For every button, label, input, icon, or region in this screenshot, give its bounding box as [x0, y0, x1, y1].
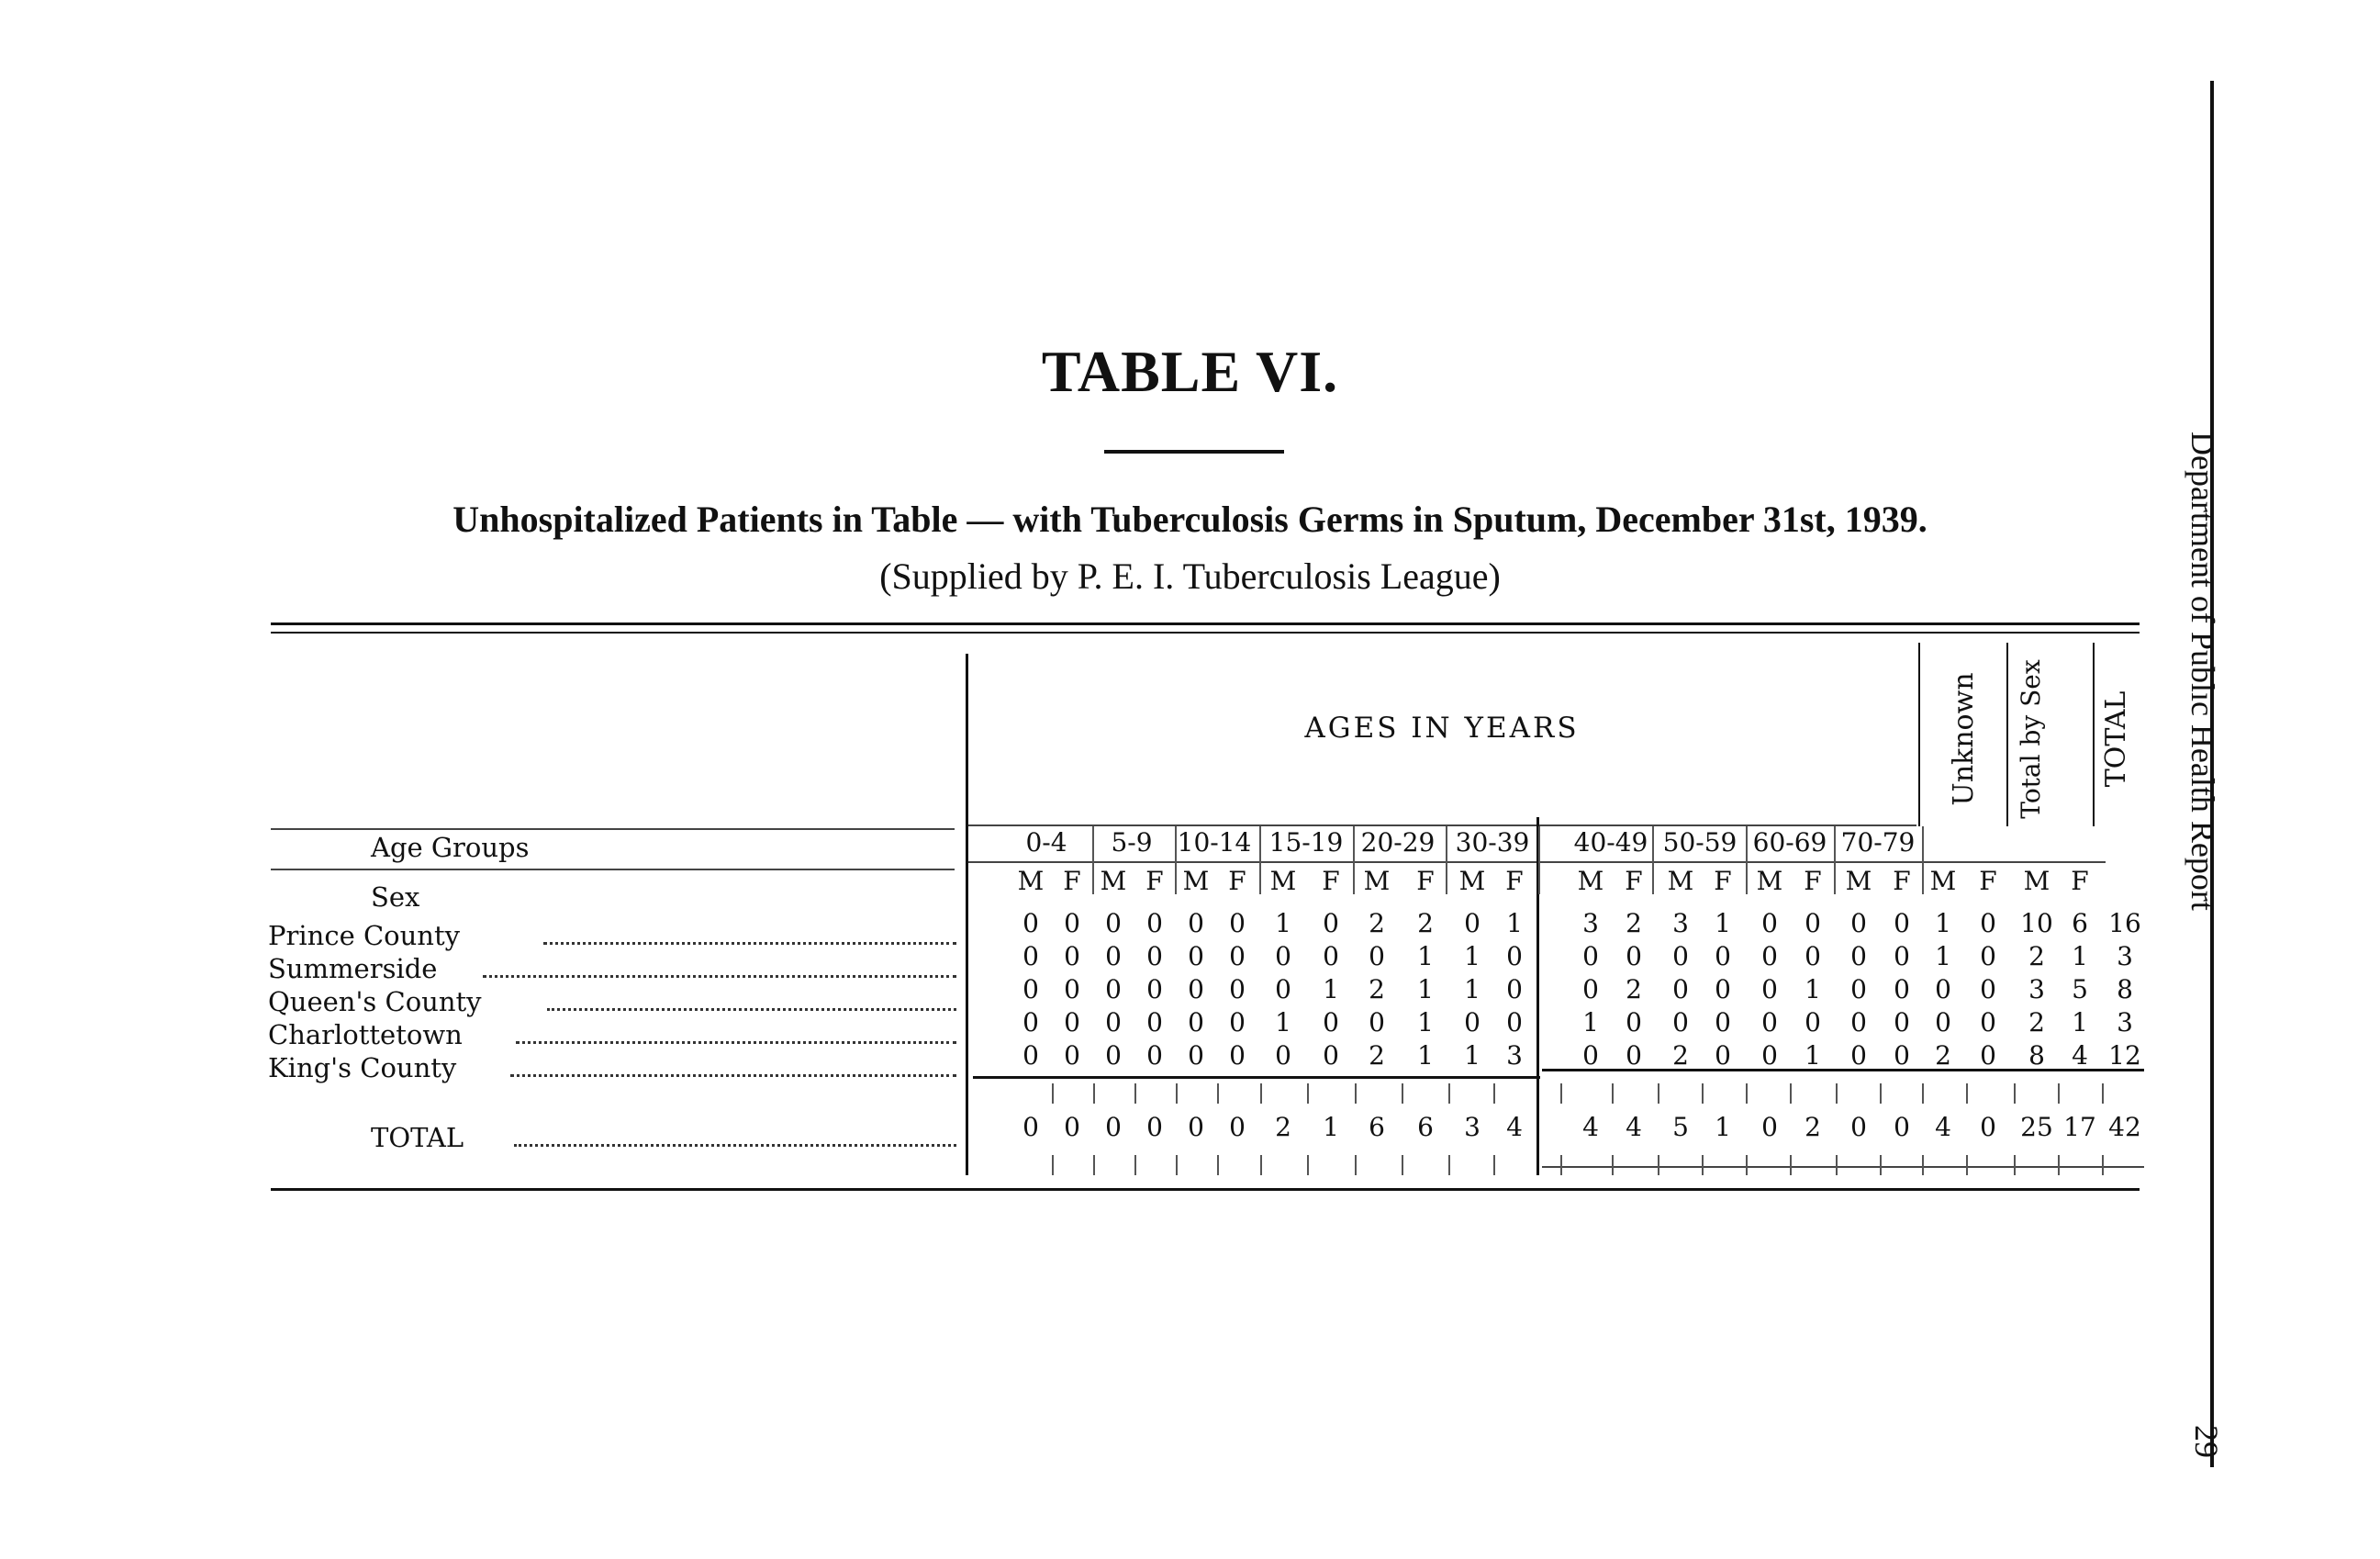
- table-cell: 0: [1894, 941, 1910, 971]
- table-cell: 3: [1582, 908, 1599, 938]
- age-group-header: 5-9: [1111, 827, 1153, 858]
- column-rule: [1093, 1155, 1095, 1175]
- total-cell: 4: [1935, 1112, 1951, 1142]
- sex-header: M: [1017, 866, 1045, 896]
- table-cell: 0: [1761, 1040, 1778, 1071]
- table-cell: 0: [1850, 1007, 1867, 1037]
- table-cell: 0: [1064, 1007, 1080, 1037]
- table-cell: 0: [1105, 941, 1122, 971]
- stub-rule-sex: [271, 869, 955, 870]
- table-cell: 0: [1464, 908, 1481, 938]
- table-cell: 4: [2072, 1040, 2088, 1071]
- table-cell: 0: [1980, 1007, 1996, 1037]
- sex-label: Sex: [371, 881, 420, 913]
- column-rule: [1402, 1083, 1403, 1104]
- table-cell: 1: [1275, 1007, 1291, 1037]
- sex-header: M: [1269, 866, 1297, 896]
- column-rule: [1790, 1083, 1792, 1104]
- table-cell: 0: [1323, 908, 1339, 938]
- total-cell: 4: [1582, 1112, 1599, 1142]
- table-cell: 1: [1506, 908, 1523, 938]
- column-rule: [1402, 1155, 1403, 1175]
- table-cell: 0: [1229, 908, 1246, 938]
- column-rule: [1658, 1083, 1659, 1104]
- table-cell: 0: [1980, 908, 1996, 938]
- table-cell: 0: [1323, 1007, 1339, 1037]
- table-cell: 0: [1369, 1007, 1385, 1037]
- column-rule: [1880, 1155, 1882, 1175]
- table-cell: 0: [1715, 1040, 1731, 1071]
- table-bottom-rule: [271, 1188, 2140, 1191]
- column-rule: [1612, 1083, 1614, 1104]
- table-cell: 1: [1417, 941, 1434, 971]
- table-cell: 0: [1761, 908, 1778, 938]
- table-cell: 0: [1188, 1007, 1204, 1037]
- stub-rule-age: [271, 828, 955, 830]
- column-rule: [2014, 1083, 2016, 1104]
- row-label-queens-county: Queen's County: [268, 986, 482, 1017]
- table-cell: 1: [1464, 941, 1481, 971]
- column-rule: [1836, 1155, 1838, 1175]
- table-cell: 1: [1464, 974, 1481, 1004]
- total-cell: 1: [1323, 1112, 1339, 1142]
- column-rule: [1448, 1083, 1450, 1104]
- sex-header: M: [1100, 866, 1127, 896]
- sex-header: M: [1845, 866, 1872, 896]
- table-cell: 1: [1805, 974, 1821, 1004]
- column-rule: [1612, 1155, 1614, 1175]
- table-cell: 3: [2117, 941, 2133, 971]
- table-cell: 0: [1672, 1007, 1689, 1037]
- total-cell: 4: [1626, 1112, 1642, 1142]
- table-cell: 3: [1506, 1040, 1523, 1071]
- table-cell: 2: [2028, 1007, 2045, 1037]
- sex-header: F: [1804, 866, 1822, 896]
- table-top-rule: [271, 622, 2140, 625]
- total-cell: 42: [2108, 1112, 2141, 1142]
- age-group-header: 30-39: [1455, 827, 1530, 858]
- column-rule: [1922, 1155, 1924, 1175]
- table-cell: 0: [1980, 1040, 1996, 1071]
- table-cell: 1: [2072, 1007, 2088, 1037]
- column-rule: [1176, 1083, 1178, 1104]
- table-cell: 0: [1850, 974, 1867, 1004]
- unknown-divider: [1918, 643, 1920, 826]
- total-cell: 0: [1064, 1112, 1080, 1142]
- table-cell: 1: [1275, 908, 1291, 938]
- sex-header: M: [1363, 866, 1391, 896]
- table-cell: 0: [1506, 941, 1523, 971]
- sex-header: M: [1929, 866, 1957, 896]
- table-cell: 10: [2020, 908, 2053, 938]
- source-note: (Supplied by P. E. I. Tuberculosis League): [879, 555, 1501, 597]
- table-cell: 1: [1417, 1040, 1434, 1071]
- sex-header: F: [2071, 866, 2089, 896]
- table-cell: 0: [1850, 941, 1867, 971]
- column-rule: [1966, 1155, 1968, 1175]
- table-cell: 0: [1626, 941, 1642, 971]
- sex-header: M: [1756, 866, 1783, 896]
- table-cell: 2: [1626, 908, 1642, 938]
- column-rule: [1134, 1083, 1136, 1104]
- total-cell: 4: [1506, 1112, 1523, 1142]
- total-cell: 0: [1894, 1112, 1910, 1142]
- total-cell: 3: [1464, 1112, 1481, 1142]
- column-rule: [1052, 1155, 1054, 1175]
- total-cell: 0: [1146, 1112, 1163, 1142]
- age-group-header: 50-59: [1662, 827, 1738, 858]
- row-label-charlottetown: Charlottetown: [268, 1019, 463, 1050]
- column-rule: [1702, 1083, 1704, 1104]
- table-cell: 0: [1064, 1040, 1080, 1071]
- table-cell: 0: [1229, 1040, 1246, 1071]
- table-cell: 3: [2028, 974, 2045, 1004]
- table-cell: 0: [1146, 1040, 1163, 1071]
- table-cell: 1: [2072, 941, 2088, 971]
- table-cell: 0: [1275, 941, 1291, 971]
- total-cell: 0: [1105, 1112, 1122, 1142]
- table-cell: 0: [1146, 974, 1163, 1004]
- column-rule: [1966, 1083, 1968, 1104]
- row-label-prince-county: Prince County: [268, 920, 460, 951]
- table-cell: 0: [1935, 974, 1951, 1004]
- column-rule: [1560, 1083, 1562, 1104]
- column-rule: [1217, 1155, 1219, 1175]
- table-cell: 0: [1188, 1040, 1204, 1071]
- table-cell: 6: [2072, 908, 2088, 938]
- leader-dots: [516, 1041, 956, 1044]
- table-cell: 0: [1761, 974, 1778, 1004]
- sex-header: F: [1979, 866, 1997, 896]
- unknown-header: Unknown: [1948, 672, 1980, 806]
- table-cell: 0: [1761, 1007, 1778, 1037]
- table-cell: 0: [1188, 908, 1204, 938]
- table-cell: 0: [1105, 974, 1122, 1004]
- column-rule: [1176, 1155, 1178, 1175]
- table-cell: 0: [1894, 908, 1910, 938]
- table-cell: 1: [1935, 908, 1951, 938]
- table-cell: 0: [1761, 941, 1778, 971]
- total-bottom-rule: [1542, 1166, 2144, 1168]
- table-cell: 0: [1369, 941, 1385, 971]
- sex-header: M: [1458, 866, 1486, 896]
- table-cell: 0: [1582, 941, 1599, 971]
- table-cell: 2: [1369, 974, 1385, 1004]
- column-rule: [1448, 1155, 1450, 1175]
- total-cell: 6: [1417, 1112, 1434, 1142]
- total-by-sex-divider: [2006, 643, 2008, 826]
- total-row-label: TOTAL: [371, 1122, 464, 1153]
- table-cell: 0: [1672, 941, 1689, 971]
- age-group-header: 60-69: [1752, 827, 1827, 858]
- body-total-rule-left: [973, 1076, 1540, 1079]
- column-rule: [1307, 1083, 1309, 1104]
- sex-header: M: [1667, 866, 1694, 896]
- sex-header: M: [1577, 866, 1604, 896]
- table-cell: 12: [2108, 1040, 2141, 1071]
- table-cell: 8: [2028, 1040, 2045, 1071]
- leader-dots: [510, 1074, 956, 1077]
- total-cell: 2: [1805, 1112, 1821, 1142]
- age-groups-label: Age Groups: [371, 832, 530, 863]
- total-cell: 0: [1229, 1112, 1246, 1142]
- table-cell: 0: [1715, 974, 1731, 1004]
- column-rule: [1746, 1155, 1748, 1175]
- table-cell: 1: [1715, 908, 1731, 938]
- age-group-header: 10-14: [1177, 827, 1252, 858]
- total-cell: 1: [1715, 1112, 1731, 1142]
- table-subtitle: Unhospitalized Patients in Table — with Tuberculosis Germs in Sputum, December 31st, 1939.: [453, 499, 1927, 540]
- table-cell: 0: [1715, 941, 1731, 971]
- column-rule: [1538, 826, 1540, 894]
- total-cell: 0: [1850, 1112, 1867, 1142]
- table-cell: 0: [1275, 1040, 1291, 1071]
- table-cell: 0: [1506, 974, 1523, 1004]
- column-rule: [1922, 1083, 1924, 1104]
- table-cell: 0: [1935, 1007, 1951, 1037]
- table-cell: 0: [1582, 974, 1599, 1004]
- column-rule: [1134, 1155, 1136, 1175]
- table-cell: 0: [1323, 1040, 1339, 1071]
- total-cell: 0: [1188, 1112, 1204, 1142]
- total-cell: 6: [1369, 1112, 1385, 1142]
- table-cell: 16: [2108, 908, 2141, 938]
- table-cell: 2: [1935, 1040, 1951, 1071]
- table-cell: 2: [1626, 974, 1642, 1004]
- table-cell: 0: [1105, 1040, 1122, 1071]
- header-rule-groups: [967, 824, 1916, 826]
- sex-header: M: [2023, 866, 2050, 896]
- total-cell: 0: [1980, 1112, 1996, 1142]
- table-cell: 1: [1805, 1040, 1821, 1071]
- sex-header: F: [1322, 866, 1340, 896]
- column-rule: [1658, 1155, 1659, 1175]
- column-rule: [1493, 1083, 1495, 1104]
- total-divider: [2093, 643, 2095, 826]
- sex-header: F: [1714, 866, 1732, 896]
- column-rule: [1093, 1083, 1095, 1104]
- table-cell: 0: [1064, 974, 1080, 1004]
- ages-in-years-header: AGES IN YEARS: [1304, 712, 1580, 745]
- column-rule: [2058, 1083, 2060, 1104]
- column-rule: [2102, 1083, 2104, 1104]
- sex-header: F: [1893, 866, 1911, 896]
- total-cell: 0: [1761, 1112, 1778, 1142]
- sex-header: F: [1416, 866, 1435, 896]
- age-group-header: 70-79: [1840, 827, 1916, 858]
- column-rule: [1355, 1083, 1357, 1104]
- column-rule: [1702, 1155, 1704, 1175]
- column-rule: [1790, 1155, 1792, 1175]
- table-cell: 0: [1672, 974, 1689, 1004]
- column-rule: [1217, 1083, 1219, 1104]
- table-cell: 0: [1064, 908, 1080, 938]
- column-rule: [1052, 1083, 1054, 1104]
- table-cell: 0: [1146, 941, 1163, 971]
- sex-header: F: [1625, 866, 1643, 896]
- sex-header: F: [1145, 866, 1164, 896]
- row-label-kings-county: King's County: [268, 1052, 457, 1083]
- table-cell: 2: [1369, 908, 1385, 938]
- table-title: TABLE VI.: [1041, 339, 1339, 404]
- table-top-rule-thin: [271, 632, 2140, 634]
- column-rule: [2058, 1155, 2060, 1175]
- table-cell: 3: [2117, 1007, 2133, 1037]
- table-cell: 0: [1022, 1040, 1039, 1071]
- total-cell: 2: [1275, 1112, 1291, 1142]
- table-cell: 0: [1626, 1007, 1642, 1037]
- column-rule: [1355, 1155, 1357, 1175]
- column-rule: [1307, 1155, 1309, 1175]
- table-cell: 0: [1323, 941, 1339, 971]
- column-rule: [1746, 1083, 1748, 1104]
- column-rule: [1836, 1083, 1838, 1104]
- page-number: 29: [2188, 1425, 2225, 1458]
- column-rule: [1260, 1155, 1262, 1175]
- total-cell: 17: [2063, 1112, 2096, 1142]
- column-rule: [1560, 1155, 1562, 1175]
- running-head: Department of Public Health Report: [2184, 432, 2221, 911]
- table-cell: 0: [1229, 941, 1246, 971]
- table-cell: 0: [1894, 974, 1910, 1004]
- table-cell: 0: [1980, 974, 1996, 1004]
- leader-dots: [483, 975, 956, 978]
- column-rule: [1353, 826, 1355, 894]
- table-cell: 3: [1672, 908, 1689, 938]
- table-cell: 0: [1229, 974, 1246, 1004]
- table-cell: 0: [1894, 1007, 1910, 1037]
- table-cell: 0: [1805, 908, 1821, 938]
- table-cell: 0: [1022, 941, 1039, 971]
- total-header: TOTAL: [2100, 690, 2132, 788]
- column-rule: [1260, 1083, 1262, 1104]
- table-cell: 0: [1715, 1007, 1731, 1037]
- column-rule: [1259, 826, 1261, 894]
- table-cell: 0: [1626, 1040, 1642, 1071]
- table-cell: 1: [1417, 1007, 1434, 1037]
- table-cell: 0: [1464, 1007, 1481, 1037]
- column-rule: [1834, 826, 1836, 894]
- table-cell: 0: [1980, 941, 1996, 971]
- table-cell: 0: [1188, 941, 1204, 971]
- total-cell: 0: [1022, 1112, 1039, 1142]
- row-label-summerside: Summerside: [268, 953, 438, 984]
- sex-header: F: [1505, 866, 1524, 896]
- leader-dots: [543, 942, 956, 945]
- total-by-sex-header: Total by Sex: [2016, 659, 2046, 819]
- table-cell: 5: [2072, 974, 2088, 1004]
- age-group-header: 0-4: [1025, 827, 1067, 858]
- sex-header: M: [1182, 866, 1210, 896]
- table-cell: 0: [1229, 1007, 1246, 1037]
- table-cell: 0: [1805, 1007, 1821, 1037]
- age-group-header: 40-49: [1573, 827, 1648, 858]
- age-group-header: 15-19: [1268, 827, 1344, 858]
- table-cell: 0: [1850, 1040, 1867, 1071]
- column-rule: [1880, 1083, 1882, 1104]
- table-cell: 0: [1188, 974, 1204, 1004]
- table-cell: 0: [1805, 941, 1821, 971]
- table-cell: 2: [1417, 908, 1434, 938]
- table-cell: 0: [1022, 1007, 1039, 1037]
- column-rule: [2014, 1155, 2016, 1175]
- table-cell: 0: [1894, 1040, 1910, 1071]
- sex-header: F: [1063, 866, 1081, 896]
- total-cell: 25: [2020, 1112, 2053, 1142]
- table-cell: 0: [1022, 974, 1039, 1004]
- table-cell: 0: [1850, 908, 1867, 938]
- sex-header: F: [1228, 866, 1246, 896]
- table-cell: 0: [1064, 941, 1080, 971]
- column-rule: [2102, 1155, 2104, 1175]
- table-cell: 0: [1582, 1040, 1599, 1071]
- table-cell: 2: [1369, 1040, 1385, 1071]
- table-cell: 0: [1105, 908, 1122, 938]
- table-cell: 0: [1146, 1007, 1163, 1037]
- column-rule: [1446, 826, 1447, 894]
- table-cell: 0: [1506, 1007, 1523, 1037]
- table-cell: 1: [1935, 941, 1951, 971]
- table-cell: 1: [1417, 974, 1434, 1004]
- leader-dots: [514, 1144, 956, 1147]
- table-cell: 8: [2117, 974, 2133, 1004]
- table-cell: 2: [1672, 1040, 1689, 1071]
- age-group-header: 20-29: [1360, 827, 1436, 858]
- table-cell: 1: [1464, 1040, 1481, 1071]
- table-cell: 1: [1582, 1007, 1599, 1037]
- column-rule: [1493, 1155, 1495, 1175]
- table-cell: 0: [1275, 974, 1291, 1004]
- total-cell: 5: [1672, 1112, 1689, 1142]
- column-rule: [1746, 826, 1748, 894]
- table-cell: 0: [1022, 908, 1039, 938]
- title-underline: [1104, 450, 1284, 454]
- leader-dots: [547, 1008, 956, 1011]
- table-cell: 0: [1105, 1007, 1122, 1037]
- table-cell: 0: [1146, 908, 1163, 938]
- table-cell: 2: [2028, 941, 2045, 971]
- table-cell: 1: [1323, 974, 1339, 1004]
